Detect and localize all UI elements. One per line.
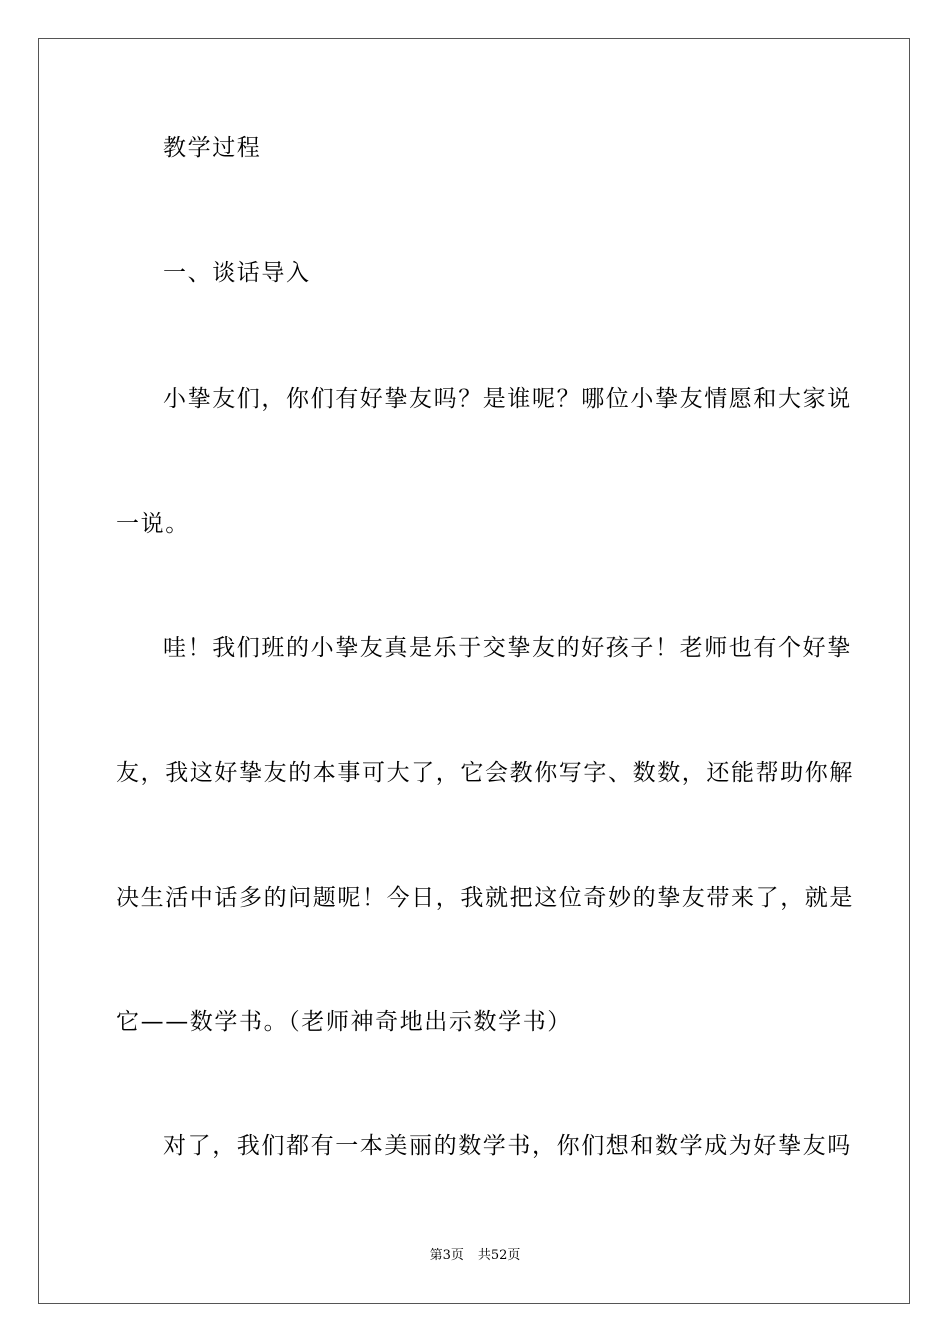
paragraph-line: 友，我这好挚友的本事可大了，它会教你写字、数数，还能帮助你解 (116, 760, 854, 786)
paragraph-line: 小挚友们，你们有好挚友吗？是谁呢？哪位小挚友情愿和大家说 (163, 386, 852, 412)
paragraph-line: 哇！我们班的小挚友真是乐于交挚友的好孩子！老师也有个好挚 (163, 635, 852, 661)
subsection-heading-intro: 一、谈话导入 (163, 260, 311, 286)
paragraph-line: 对了，我们都有一本美丽的数学书，你们想和数学成为好挚友吗 (163, 1133, 852, 1159)
paragraph-line: 决生活中话多的问题呢！今日，我就把这位奇妙的挚友带来了，就是 (116, 885, 854, 911)
page-total: 共52页 (477, 1248, 521, 1263)
page-number: 第3页 (429, 1248, 464, 1263)
paragraph-line: 它——数学书。（老师神奇地出示数学书） (116, 1009, 572, 1035)
page-footer (0, 1247, 950, 1265)
paragraph-line: 一说。 (116, 511, 190, 537)
section-heading-teaching-process: 教学过程 (163, 135, 262, 161)
page-frame (38, 38, 910, 1304)
